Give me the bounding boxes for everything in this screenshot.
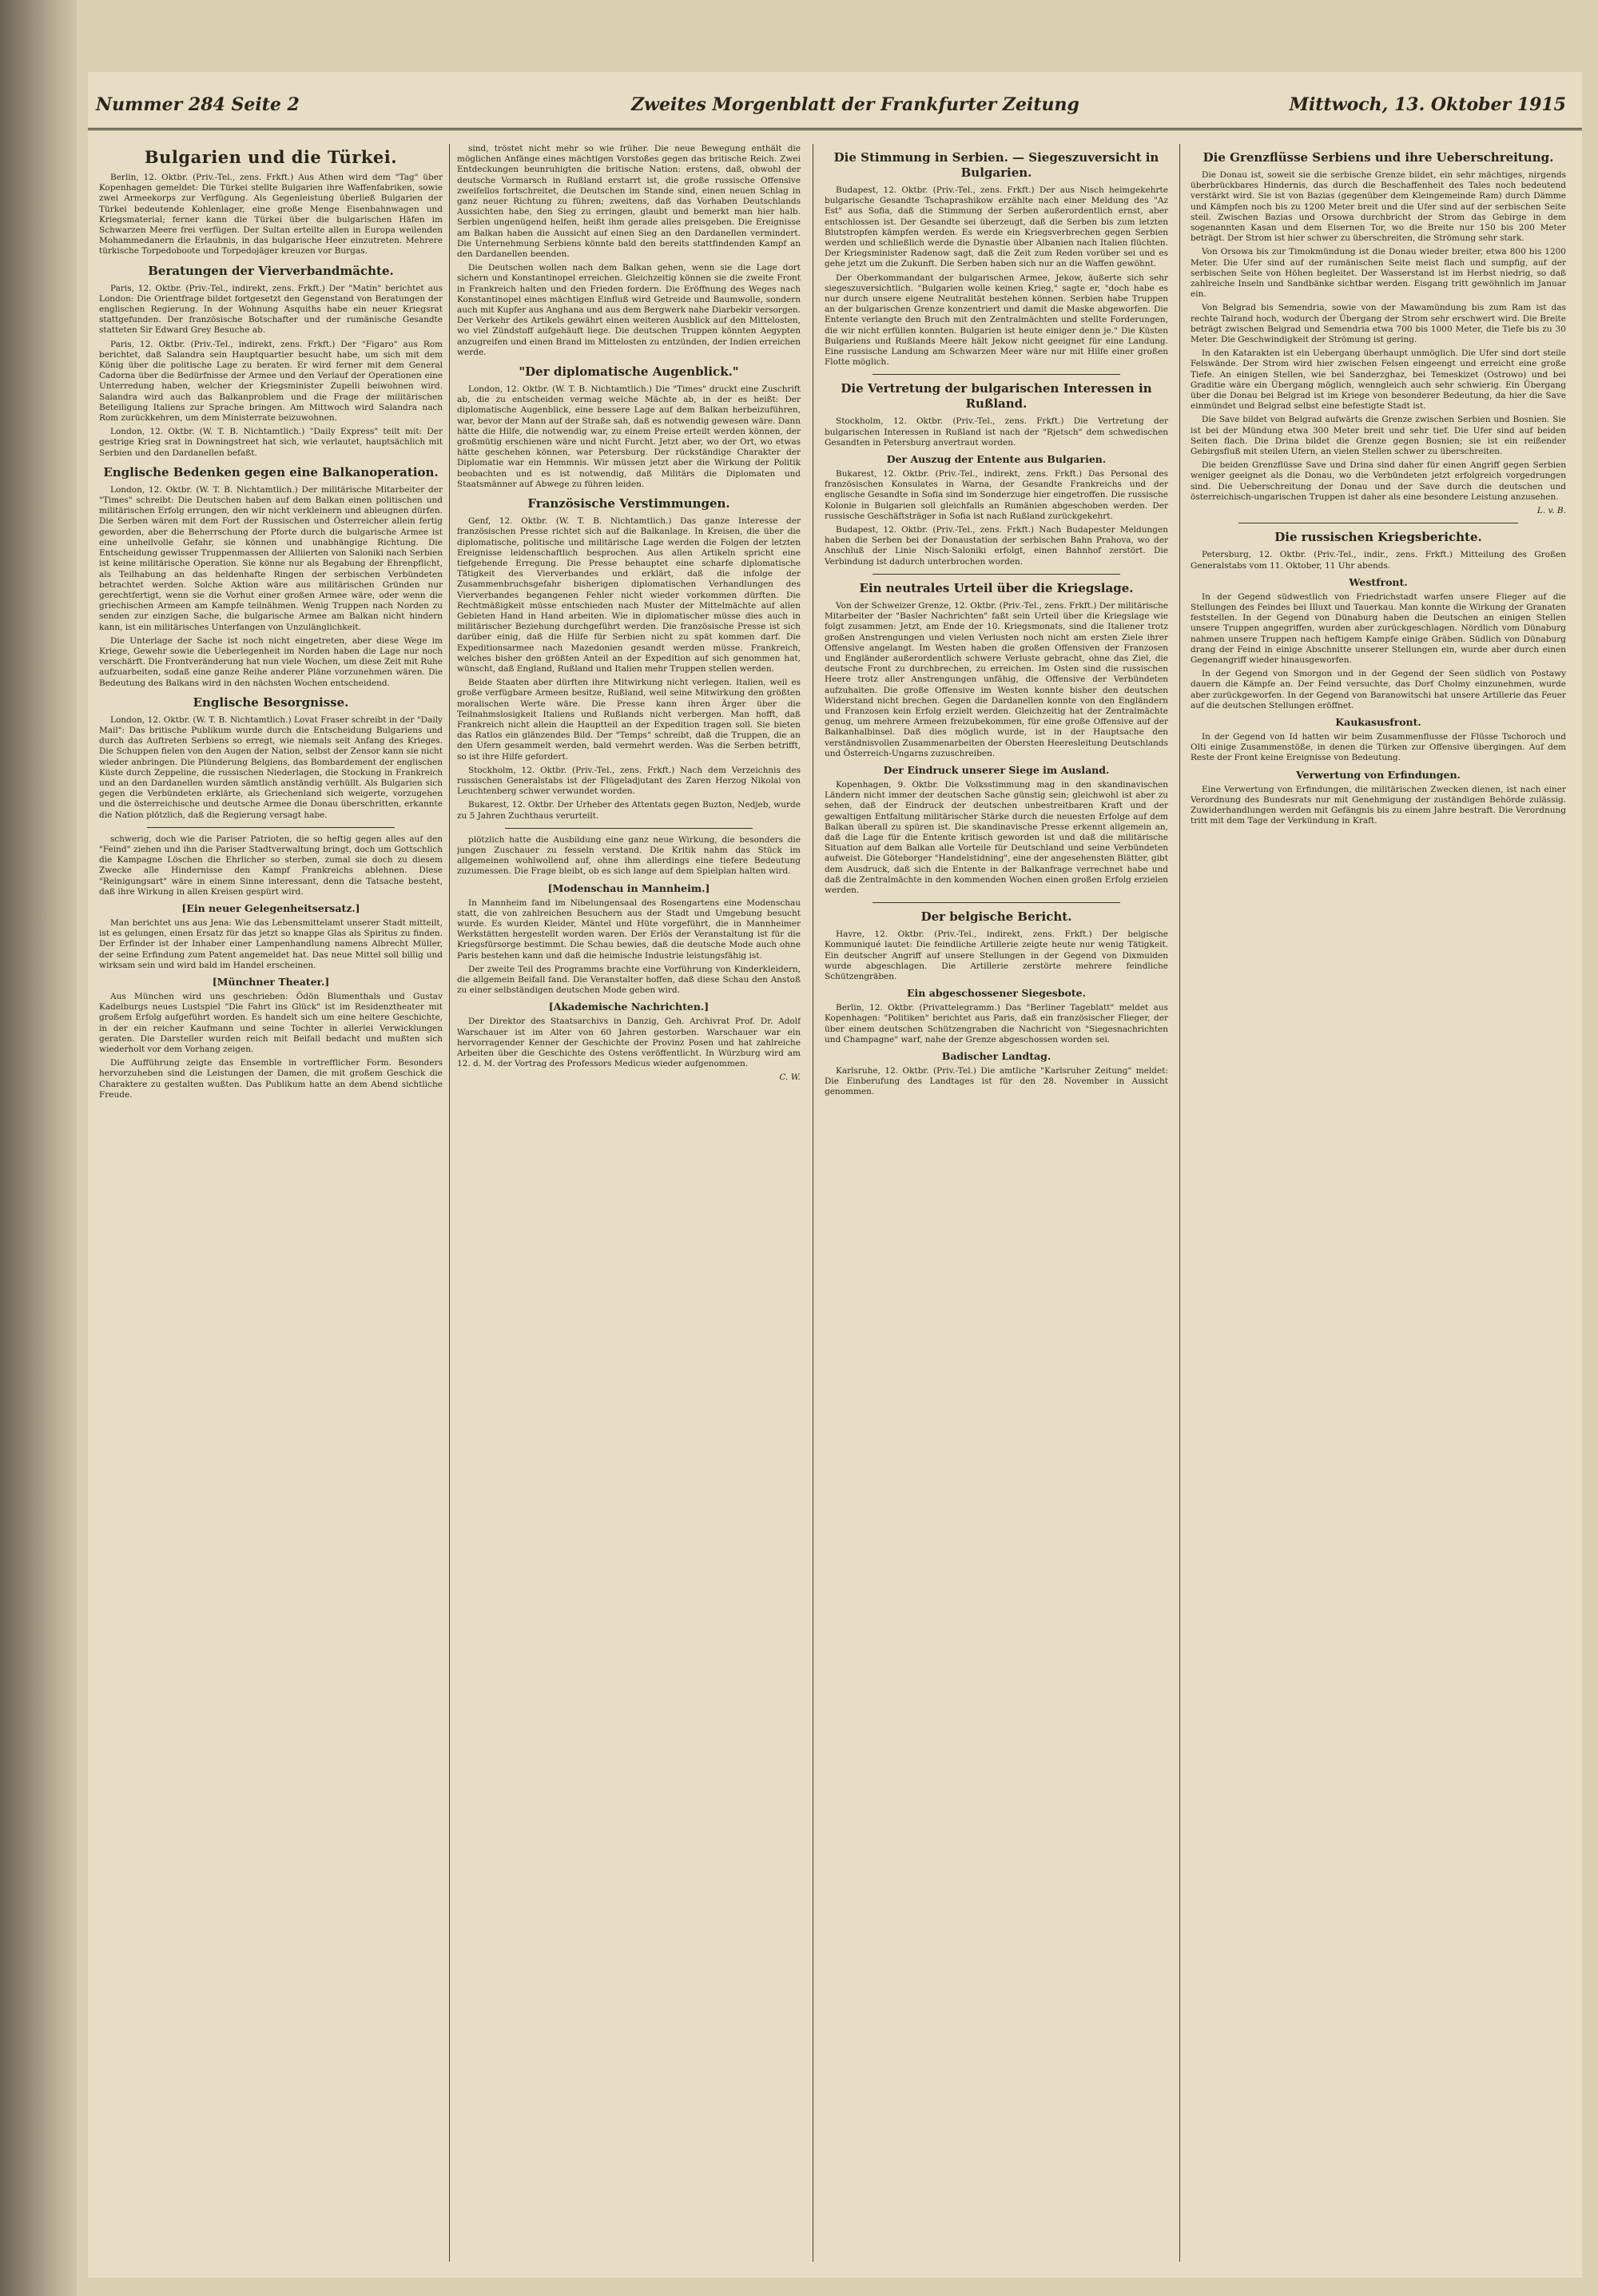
section-heading: Englische Besorgnisse.: [193, 694, 349, 710]
article-paragraph: Bukarest, 12. Oktbr. (Priv.-Tel., indirekt, zens. Frkft.) Das Personal des französischen Konsulates in Warna, der Gesandte Frankreichs und der englische Gesandte in Sofia sind im Sonderzuge hier eingetroffen. Die russische Kolonie in Bulgarien soll gleichfalls an Rumänien abgeschoben werden. Der russische Geschäftsträger in Sofia ist nach Rußland zurückgekehrt.: [825, 469, 1168, 521]
book-binding-edge: [0, 0, 77, 2296]
column-1: [99, 144, 443, 2262]
feuilleton-heading: [Akademische Nachrichten.]: [548, 1001, 710, 1013]
article-paragraph: Die Deutschen wollen nach dem Balkan gehen, wenn sie die Lage dort sichern und Konstantinopel erreichen. Gleichzeitig können sie die zweite Front in Frankreich halten und den Frieden fordern. Die Eröffnung des Weges nach Konstantinopel eines mächtigen Einfluß wird Getreide und Baumwolle, sondern auch mit Kupfer aus Anghana und aus dem Bergwerk nahe Diarbekir versorgen. Der Verkehr des Artikels gewährt einen weiteren Ausblick auf den Mittelosten, wo viel Zündstoff aufgehäuft liege. Die deutschen Truppen könnten Aegypten anzugreifen und einen Brand im Mittelosten zu entzünden, der Indien erreichen werde.: [457, 263, 801, 357]
article-paragraph: Bukarest, 12. Oktbr. Der Urheber des Attentats gegen Buzton, Nedjeb, wurde zu 5 Jahren Zuchthaus verurteilt.: [457, 800, 801, 821]
section-heading: Englische Bedenken gegen eine Balkanoperation.: [103, 464, 439, 479]
feuilleton-paragraph: plötzlich hatte die Ausbildung eine ganz neue Wirkung, die besonders die jungen Zuschauer zu fesseln verstand. Die Kritik nahm das Stück im allgemeinen wohlwollend auf, ohne ihm allerdings eine tiefere Bedeutung zuzumessen. Die Frage bleibt, ob es sich lange auf dem Spielplan halten wird.: [457, 834, 801, 877]
article-paragraph: Berlin, 12. Oktbr. (Priv.-Tel., zens. Frkft.) Aus Athen wird dem "Tag" über Kopenhagen gemeldet: Die Türkei stellte Bulgarien ihre Waffenfabriken, sowie zwei Armeekorps zur Verfügung. Als Gegenleistung überließ Bulgarien der Türkei bedeutende Kohlenlager, eine große Menge Eisenbahnwagen und Kriegsmaterial; ferner kann die Türkei über die bulgarischen Häfen im Schwarzen Meere frei verfügen. Der Sultan erteilte allen in Europa weilenden Mohammedanern die Erlaubnis, in das bulgarische Heer einzutreten. Mehrere türkische Torpedoboote und Torpedojäger kreuzen vor Burgas.: [99, 173, 443, 257]
section-heading: Die Vertretung der bulgarischen Interessen in Rußland.: [841, 381, 1152, 412]
article-paragraph: Kopenhagen, 9. Oktbr. Die Volksstimmung mag in den skandinavischen Ländern nicht immer der deutschen Sache günstig sein; gleichwohl ist aber zu sehen, daß der Eindruck der deutschen unbestreitbaren Kraft und der gewaltigen Entfaltung militärischer Stärke durch die neuesten Erfolge auf dem Balkan überall zu spüren ist. Die skandinavische Presse erkennt allgemein an, daß die Lage für die Entente kritisch geworden ist und daß die militärische Situation auf dem Balkan alle Vorteile für Deutschland und seine Verbündeten aufweist. Die Göteborger "Handelstidning", eine der angesehensten Blätter, gibt dem Ausdruck, daß sich die Entente in der Balkanfrage verrechnet habe und daß die Zentralmächte in den kommenden Wochen einen großen Erfolg erzielen werden.: [825, 779, 1168, 895]
article-paragraph: In der Gegend von Id hatten wir beim Zusammenflusse der Flüsse Tschoroch und Olti einige Zusammenstöße, in denen die Türken zur Offensive übergingen. Auf dem Reste der Front keine Ereignisse von Bedeutung.: [1191, 731, 1566, 763]
feuilleton-paragraph: Aus München wird uns geschrieben: Ödön Blumenthals und Gustav Kadelburgs neues Lustspiel "Die Fahrt ins Glück" ist im Residenztheater mit großem Erfolg aufgeführt worden. Es handelt sich um eine heitere Geschichte, in der ein reicher Kaufmann und seine Tochter in allerlei Verwicklungen geraten. Die Darsteller wurden reich mit Beifall bedacht und mußten sich wiederholt vor dem Vorhang zeigen.: [99, 992, 443, 1055]
separator-line: [873, 574, 1120, 575]
article-paragraph: Stockholm, 12. Oktbr. (Priv.-Tel., zens. Frkft.) Nach dem Verzeichnis des russischen Generalstabs ist der Flügeladjutant des Zaren Herzog Nikolai von Leuchtenberg schwer verwundet worden.: [457, 765, 801, 797]
article-paragraph: Karlsruhe, 12. Oktbr. (Priv.-Tel.) Die amtliche "Karlsruher Zeitung" meldet: Die Einberufung des Landtages ist für den 28. November in Aussicht genommen.: [825, 1066, 1168, 1097]
section-heading: Kaukasusfront.: [1335, 715, 1421, 728]
column-2: [457, 144, 801, 2262]
article-paragraph: Budapest, 12. Oktbr. (Priv.-Tel., zens. Frkft.) Der aus Nisch heimgekehrte bulgarische Gesandte Tschaprashikow erzählte nach einer Meldung des "Az Est" aus Sofia, daß die Stimmung der Serben außerordentlich ernst, aber entschlossen ist. Der Gesandte sei überzeugt, daß die Serben bis zum letzten Blutstropfen kämpfen werden. Es werde ein Kriegsverbrechen gegen Serbien werden und schließlich werde die Dynastie über Albanien nach Italien flüchten. Der Kriegsminister Radenow sagt, daß die Zeit zum Reden vorüber sei und es gehe jetzt um die Zukunft. Die Serben haben sich nur an die Waffen gewöhnt.: [825, 185, 1168, 269]
feuilleton-paragraph: schwerig, doch wie die Pariser Patrioten, die so heftig gegen alles auf den "Feind" ziehen und ihn die Pariser Stadtverwaltung bringt, doch um Gottschlich die Kampagne Löschen die Ehrlicher so sterben, zumal sie doch zu diesem Zwecke alle Hindernisse den Kampf Frankreichs ablehnen. Diese "Reinigungsart" wäre in einem Sinne interessant, denn die Tatsache besteht, daß ihre Wirkung in allen Kreisen gespürt wird.: [99, 834, 443, 897]
section-heading: Beratungen der Vierverbandmächte.: [148, 263, 394, 278]
section-heading: "Der diplomatische Augenblick.": [519, 364, 739, 380]
feuilleton-paragraph: In Mannheim fand im Nibelungensaal des Rosengartens eine Modenschau statt, die von zahlreichen Besuchern aus der Stadt und Umgebung besucht wurde. Es wurden Kleider, Mäntel und Hüte vorgeführt, die in Mannheimer Werkstätten hergestellt worden waren. Der Erlös der Veranstaltung ist für die Kriegsfürsorge bestimmt. Die Schau bewies, daß die deutsche Mode auch ohne Paris bestehen kann und daß die heimische Industrie leistungsfähig ist.: [457, 897, 801, 961]
article-paragraph: London, 12. Oktbr. (W. T. B. Nichtamtlich.) Der militärische Mitarbeiter der "Times" schreibt: Die Deutschen haben auf dem Balkan einen politischen und militärischen Erfolg errungen, den wir nicht verkleinern und ableugnen dürfen. Die Serben wären mit dem Fort der Russischen und Österreicher allein fertig geworden, aber die Beherrschung der Pforte durch die bulgarische Armee ist eine unheilvolle Gefahr, sie können und unabhängige Richtung. Die Entscheidung gewisser Truppenmassen der Alliierten von Saloniki nach Serbien ist keine militärische Operation. Sie könne nur als Begabung der Ehrenpflicht, als Teilhabung an das heldenhafte Ringen der serbischen Verbündeten betrachtet werden. Solche Aktion wäre aus militärischen Gründen nur gerechtfertigt, wenn sie die Vorhut einer großen Armee wäre, oder wenn die griechischen Armeen am Kampfe teilnähmen. Wenig Truppen nach Norden zu senden zur einzigen Sache, die bulgarische Armee am Balkan nicht hindern kann, ist ein militärisches Unterfangen von Unzulänglichkeit.: [99, 484, 443, 632]
section-heading: Die russischen Kriegsberichte.: [1274, 530, 1482, 545]
article-paragraph: sind, tröstet nicht mehr so wie früher. Die neue Bewegung enthält die möglichen Anfänge eines mächtigen Vorstoßes gegen das britische Reich. Zwei Entdeckungen beunruhigten die britische Nation: erstens, daß, obwohl der deutsche Vormarsch in Rußland erstarrt ist, die große russische Offensive zweifellos fortschreitet, die Deutschen im Stande sind, einen neuen Schlag in ganz neuer Richtung zu führen; zweitens, daß das Vorhaben Deutschlands Aussichten habe, den Sieg zu erringen, glaubt und bemerkt man hier halb. Serbien ungenügend helfen, heißt ihm gerade alles preisgeben. Die Ereignisse am Balkan haben die Aussicht auf einen Sieg an den Dardanellen vermindert. Die Unternehmung Serbiens könnte bald den bereits stattfindenden Kampf an den Dardanellen beenden.: [457, 144, 801, 260]
issue-date: Mittwoch, 13. Oktober 1915: [1289, 94, 1566, 115]
article-paragraph: London, 12. Oktbr. (W. T. B. Nichtamtlich.) Die "Times" druckt eine Zuschrift ab, die zu entscheiden vermag welche Mächte ab, in der es heißt: Der diplomatische Augenblick, eine bessere Lage auf dem Balkan herbeizuführen, war, bevor der Mann auf der Straße sah, daß es notwendig gewesen wäre. Dann hätte die Hilfe, die notwendig war, zu einem Preise erteilt werden können, der großmütig erschienen wäre und nicht Furcht. Jetzt aber, wo der Ort, wo etwas hätte geschehen können, war Petersburg. Der rückständige Charakter der Diplomatie war ein Hemmnis. Wir müssen jetzt aber die Wirkung der Politik beobachten und es ist notwendig, daß Militärs die Diplomaten und Staatsmänner auf Abwege zu führen leiden.: [457, 384, 801, 489]
section-heading: Der Auszug der Entente aus Bulgarien.: [886, 453, 1107, 466]
article-paragraph: Von Belgrad bis Semendria, sowie von der Mawamündung bis zum Ram ist das rechte Talrand hoch, wodurch der Übergang der Strom sehr erschwert wird. Die Breite beträgt zwischen Belgrad und Semendria etwa 700 bis 1000 Meter, die Tiefe bis zu 30 Meter. Die Geschwindigkeit der Strömung ist gering.: [1191, 303, 1566, 345]
article-paragraph: Beide Staaten aber dürften ihre Mitwirkung nicht verlegen. Italien, weil es große verfügbare Armeen besitze, Rußland, weil seine Mitwirkung den größten moralischen Werte wäre. Die Presse kann ihren Ärger über die Teilnahmslosigkeit Italiens und Rußlands nicht verbergen. Man hofft, daß Frankreich nicht allein die Hauptteil an der Expedition tragen soll. Sie bieten das Ratlos ein glänzendes Bild. Der "Temps" schreibt, daß die Truppen, die an den Ufern gesammelt werden, bald vermehrt werden. Was die Serben betrifft, so ist ihre Hilfe gefordert.: [457, 678, 801, 762]
article-headline: Bulgarien und die Türkei.: [144, 147, 398, 167]
column-rule: [449, 144, 450, 2262]
article-paragraph: Die beiden Grenzflüsse Save und Drina sind daher für einen Angriff gegen Serbien weniger geeignet als die Donau, wo die Verbündeten jetzt erfolgreich vorgedrungen sind. Die Ueberschreitung der Donau und der Save durch die deutschen und österreichisch-ungarischen Truppen ist daher als eine besondere Leistung anzusehen.: [1191, 460, 1566, 502]
article-paragraph: Von Orsowa bis zur Timokmündung ist die Donau wieder breiter, etwa 800 bis 1200 Meter. Die Ufer sind auf der rumänischen Seite meist flach und sumpfig, auf der serbischen Seite von Höhen begleitet. Der Wasserstand ist im Herbst niedrig, so daß zahlreiche Inseln und Sandbänke sichtbar werden. Eisgang tritt gewöhnlich im Januar ein.: [1191, 247, 1566, 300]
article-headline: Die Stimmung in Serbien. — Siegeszuversicht in Bulgarien.: [833, 150, 1159, 180]
article-paragraph: Der Oberkommandant der bulgarischen Armee, Jekow, äußerte sich sehr siegeszuversichtlich. "Bulgarien wolle keinen Krieg," sagte er, "doch habe es nur durch unsere eigene Neutralität bestehen können. Serbien habe Truppen an der bulgarischen Grenze konzentriert und damit die Maske abgeworfen. Die Entente verlangte den Bruch mit den Zentralmächten und stellte Forderungen, die wir nicht erfüllen konnten. Bulgarien ist heute einiger denn je." Die Küsten Bulgariens und Rußlands Meere hält Jekow nicht geeignet für eine Landung. Eine russische Landung am Schwarzen Meer wäre nur mit Hilfe einer großen Flotte möglich.: [825, 273, 1168, 368]
separator-line: [505, 828, 753, 829]
feuilleton-section: [457, 835, 801, 1084]
article-paragraph: In den Katarakten ist ein Uebergang überhaupt unmöglich. Die Ufer sind dort steile Felswände. Der Strom wird hier zwischen Felsen eingeengt und erreicht eine große Tiefe. An einigen Stellen, wie bei Sanderzghaz, bei Temeskizet (Ostrowo) und bei Graditie wäre ein Übergang möglich, wenngleich auch sehr schwierig. Ein Übergang über die Donau bei Belgrad ist im Kriege von besonderer Bedeutung, da hier die Save einmündet und Belgrad selbst eine befestigte Stadt ist.: [1191, 348, 1566, 412]
feuilleton-heading: [Münchner Theater.]: [212, 976, 330, 988]
section-heading: Der Eindruck unserer Siege im Ausland.: [883, 763, 1110, 776]
article-paragraph: Paris, 12. Oktbr. (Priv.-Tel., indirekt, zens. Frkft.) Der "Figaro" aus Rom berichtet, daß Salandra sein Hauptquartier besucht habe, um sich mit dem König über die politische Lage zu beraten. Er wird ferner mit dem General Cadorna über die Bedürfnisse der Armee und den Verlauf der Operationen eine Unterredung haben, welcher der Kriegsminister Zupelli beiwohnen wird. Salandra wird auch das Balkanproblem und die Frage der militärischen Beteiligung Italiens zur Sprache bringen. Am Mittwoch wird Salandra nach Rom zurückkehren, um dem Ministerrate beizuwohnen.: [99, 339, 443, 424]
article-paragraph: Die Unterlage der Sache ist noch nicht eingetreten, aber diese Wege im Kriege, Gewehr sowie die Ueberlegenheit im Norden haben die Lage nur noch verschärft. Die Frontveränderung hat nun viele Wochen, um diese Zeit mit Ruhe aufzuarbeiten, sodaß eine ganze Reihe anderer Pläne vorzunehmen wären. Die Bedeutung des Balkans wird in den nächsten Wochen entscheidend.: [99, 635, 443, 688]
article-paragraph: Die Donau ist, soweit sie die serbische Grenze bildet, ein sehr mächtiges, nirgends überbrückbares Hindernis, das durch die Beschaffenheit des Tales noch bedeutend verstärkt wird. Sie ist von Bazias (gegenüber dem Kleingemeinde Ram) durch Dämme und Kämpfen noch bis zu 1200 Meter breit und die Ufer sind auf der serbischen Seite steil. Zwischen Bazias und Orsowa durchbricht der Strom das Gebirge in dem sogenannten Kasan und dem Eisernen Tor, wo die Breite nur 150 bis 200 Meter beträgt. Der Strom ist hier schwer zu überschreiten, die Strömung sehr stark.: [1191, 170, 1566, 244]
page-number: Nummer 284 Seite 2: [96, 94, 300, 115]
feuilleton-heading: [Ein neuer Gelegenheitsersatz.]: [181, 901, 360, 914]
article-paragraph: Budapest, 12. Oktbr. (Priv.-Tel., zens. Frkft.) Nach Budapester Meldungen haben die Serben bei der Donaustation der serbischen Bahn Prahova, wo der Anschluß der Linie Nisch-Saloniki erfolgt, einen Bahnhof zerstört. Die Verbindung ist dadurch unterbrochen worden.: [825, 525, 1168, 567]
feuilleton-paragraph: Man berichtet uns aus Jena: Wie das Lebensmittelamt unserer Stadt mitteilt, ist es gelungen, einen Ersatz für das jetzt so knappe Glas als Spiritus zu finden. Der Erfinder ist der Inhaber einer Lampenhandlung namens Albrecht Müller, der seine Erfindung zum Patent angemeldet hat. Das neue Mittel soll billig und wirksam sein und wird bald im Handel erscheinen.: [99, 917, 443, 970]
article-paragraph: Stockholm, 12. Oktbr. (Priv.-Tel., zens. Frkft.) Die Vertretung der bulgarischen Interessen in Rußland ist nach der "Rjetsch" dem schwedischen Gesandten in Petersburg anvertraut worden.: [825, 416, 1168, 448]
feuilleton-paragraph: Die Aufführung zeigte das Ensemble in vortrefflicher Form. Besonders hervorzuheben sind die Leistungen der Damen, die mit großem Geschick die Charaktere zu gestalten wußten. Das Publikum hatte an dem Abend sichtliche Freude.: [99, 1058, 443, 1100]
article-paragraph: In der Gegend südwestlich von Friedrichstadt warfen unsere Flieger auf die Stellungen des Feindes bei Illuxt und Tauerkau. Man konnte die Wirkung der Granaten feststellen. In der Gegend von Dünaburg haben die Deutschen an einigen Stellen unsere Truppen angegriffen, wurden aber zurückgeschlagen. Nördlich vom Dünaburg nahmen unsere Truppen nach heftigem Kampfe einige Gräben. Südlich von Dünaburg drang der Feind in einige Abschnitte unserer Stellungen ein, wurde aber durch einen Gegenangriff wieder hinausgeworfen.: [1191, 591, 1566, 665]
article-paragraph: Von der Schweizer Grenze, 12. Oktbr. (Priv.-Tel., zens. Frkft.) Der militärische Mitarbeiter der "Basler Nachrichten" faßt sein Urteil über die Kriegslage wie folgt zusammen: Jetzt, am Ende der 10. Kriegsmonats, sind die Italiener trotz großen Anstrengungen und vielen Verlusten noch nicht am ersten Ziele ihrer Offensive angelangt. Im Westen haben die großen Offensiven der Franzosen und Engländer außerordentlich schwere Verluste gebracht, ohne das Ziel, die deutsche Front zu durchbrechen, zu erreichen. Im Osten sind die russischen Heere trotz aller Anstrengungen unfähig, die Offensive der Verbündeten aufzuhalten. Die große Offensive im Westen konnte bisher den deutschen Widerstand nicht brechen. Gegen die Dardanellen konnte von den Engländern und Franzosen kein Erfolg erzielt werden. Gleichzeitig hat der Zentralmächte genug, um mehrere Armeen freizubekommen, für eine große Offensive auf der Balkanhalbinsel. Daß dies möglich wurde, ist in der Hauptsache den verständnisvollen Zusammenarbeiten der Obersten Heeresleitung Deutschlands und Österreich-Ungarns zuzuschreiben.: [825, 600, 1168, 758]
article-paragraph: Eine Verwertung von Erfindungen, die militärischen Zwecken dienen, ist nach einer Verordnung des Bundesrats nur mit Genehmigung der zuständigen Behörde zulässig. Zuwiderhandlungen werden mit Gefängnis bis zu einem Jahre bestraft. Die Verordnung tritt mit dem Tage der Verkündung in Kraft.: [1191, 784, 1566, 826]
column-4: [1191, 144, 1566, 2262]
column-rule: [1179, 144, 1180, 2262]
section-heading: Verwertung von Erfindungen.: [1296, 768, 1461, 781]
article-paragraph: In der Gegend von Smorgon und in der Gegend der Seen südlich von Postawy dauern die Kämpfe an. Der Feind versuchte, das Dorf Cholmy einzunehmen, wurde aber zurückgeworfen. In der Gegend von Baranowitschi hat unsere Artillerie das Feuer auf die deutschen Stellungen eröffnet.: [1191, 669, 1566, 710]
section-heading: Westfront.: [1349, 575, 1408, 588]
feuilleton-paragraph: Der zweite Teil des Programms brachte eine Vorführung von Kinderkleidern, die allgemein Beifall fand. Die Veranstalter hoffen, daß diese Schau den Anstoß zu einer selbständigen deutschen Mode geben wird.: [457, 964, 801, 996]
section-heading: Badischer Landtag.: [941, 1050, 1051, 1062]
separator-line: [873, 902, 1120, 903]
article-paragraph: London, 12. Oktbr. (W. T. B. Nichtamtlich.) "Daily Express" teilt mit: Der gestrige Krieg srat in Downingstreet hat sich, wie verlautet, hauptsächlich mit Serbien und den Dardanellen befaßt.: [99, 427, 443, 458]
author-signature: L. v. B.: [1536, 506, 1566, 516]
article-paragraph: Berlin, 12. Oktbr. (Privattelegramm.) Das "Berliner Tageblatt" meldet aus Kopenhagen: "Politiken" berichtet aus Paris, daß ein französischer Flieger, der über einem deutschen Schützengraben die Nachricht von "Siegesnachrichten und Champagne" warf, nahe der Grenze abgeschossen worden sei.: [825, 1003, 1168, 1045]
article-paragraph: Paris, 12. Oktbr. (Priv.-Tel., indirekt, zens. Frkft.) Der "Matin" berichtet aus London: Die Orientfrage bildet fortgesetzt den Gegenstand von Beratungen der englischen Regierung. In der Wohnung Asquiths habe ein neuer Kriegsrat stattgefunden. Der französische Botschafter und der rumänische Gesandte statteten Sir Edward Grey Besuche ab.: [99, 283, 443, 336]
section-heading: Ein abgeschossener Siegesbote.: [907, 987, 1086, 1000]
column-3: [825, 144, 1168, 2262]
article-paragraph: Petersburg, 12. Oktbr. (Priv.-Tel., indir., zens. Frkft.) Mitteilung des Großen Generalstabs vom 11. Oktober, 11 Uhr abends.: [1191, 550, 1566, 571]
section-heading: Der belgische Bericht.: [920, 909, 1072, 925]
section-heading: Französische Verstimmungen.: [527, 496, 730, 511]
separator-line: [873, 374, 1120, 375]
article-paragraph: London, 12. Oktbr. (W. T. B. Nichtamtlich.) Lovat Fraser schreibt in der "Daily Mail": Das britische Publikum wurde durch die Entscheidung Bulgariens und durch das Auftreten Serbiens so erregt, wie niemals seit Anfang des Krieges. Die Schuppen fielen von den Augen der Nation, selbst der Zensor kann sie nicht wieder anbringen. Die Plünderung Belgiens, das Bombardement der englischen Küste durch Zeppeline, die russischen Niederlagen, die Stockung in Frankreich und an den Dardanellen wurden sämtlich anständig verhüllt. Als Bulgarien sich gegen die Verbündeten erklärte, als Griechenland sich weigerte, vorzugehen und die österreichische und deutsche Armee die Donau überschritten, erkannte die Nation plötzlich, daß die Regierung versagt habe.: [99, 714, 443, 820]
masthead: [88, 80, 1582, 130]
article-paragraph: Genf, 12. Oktbr. (W. T. B. Nichtamtlich.) Das ganze Interesse der französischen Presse richtet sich auf die Balkanlage. In Kreisen, die über die diplomatische, politische und militärische Lage werden die Folgen der letzten Ereignisse leidenschaftlich besprochen. Aus allen Artikeln spricht eine tiefgehende Erregung. Die Presse behauptet eine scharfe diplomatische Tätigkeit des Vierverbandes und erklärt, daß die infolge der Zusammenbruchsgefahr bisherigen diplomatischen Verhandlungen des Vierverbandes begangenen Fehler nicht wieder vorkommen dürften. Die Rechtmäßigkeit müsse entschieden nach Muster der Mittelmächte auf allen Gebieten Hand in Hand arbeiten. Wie in diplomatischer müsse dies auch in militärischer Beziehung durchgeführt werden. Die französische Presse ist sich darüber einig, daß die Hilfe für Serbien nicht zu spät kommen darf. Die Expeditionsarmee nach Mazedonien gesandt werden müsse. Frankreich, welches bisher den größten Anteil an der Expedition auf sich genommen hat, wünscht, daß England, Rußland und Italien mehr Truppen stellen werden.: [457, 516, 801, 674]
article-headline: Die Grenzflüsse Serbiens und ihre Ueberschreitung.: [1202, 150, 1554, 165]
author-signature: C. W.: [779, 1072, 801, 1083]
separator-line: [147, 827, 395, 828]
newspaper-page: [88, 72, 1582, 2278]
article-paragraph: Die Save bildet von Belgrad aufwärts die Grenze zwischen Serbien und Bosnien. Sie ist bei der Mündung etwa 300 Meter breit und sehr tief. Die Ufer sind auf beiden Seiten flach. Die Drina bildet die Grenze gegen Bosnien; sie ist ein reißender Gebirgsfluß mit steilen Ufern, an vielen Stellen schwer zu überschreiten.: [1191, 415, 1566, 457]
feuilleton-heading: [Modenschau in Mannheim.]: [547, 881, 710, 894]
newspaper-title: Zweites Morgenblatt der Frankfurter Zeitung: [631, 94, 1079, 115]
section-heading: Ein neutrales Urteil über die Kriegslage.: [859, 580, 1134, 595]
article-paragraph: Havre, 12. Oktbr. (Priv.-Tel., indirekt, zens. Frkft.) Der belgische Kommuniqué lautet: Die feindliche Artillerie zeigte heute nur wenig Tätigkeit. Ein deutscher Angriff auf unsere Stellungen in der Gegend von Dixmuiden wurde abgeschlagen. Die Artillerie zerstörte mehrere feindliche Schützengräben.: [825, 929, 1168, 981]
feuilleton-section: [99, 834, 443, 1100]
feuilleton-paragraph: Der Direktor des Staatsarchivs in Danzig, Geh. Archivrat Prof. Dr. Adolf Warschauer ist im Alter von 60 Jahren gestorben. Warschauer war ein hervorragender Kenner der Geschichte der Provinz Posen und hat zahlreiche Arbeiten über die Geschichte des Ostens veröffentlicht. In Würzburg wird am 12. d. M. der Vortrag des Professors Medicus wieder aufgenommen.: [457, 1017, 801, 1069]
